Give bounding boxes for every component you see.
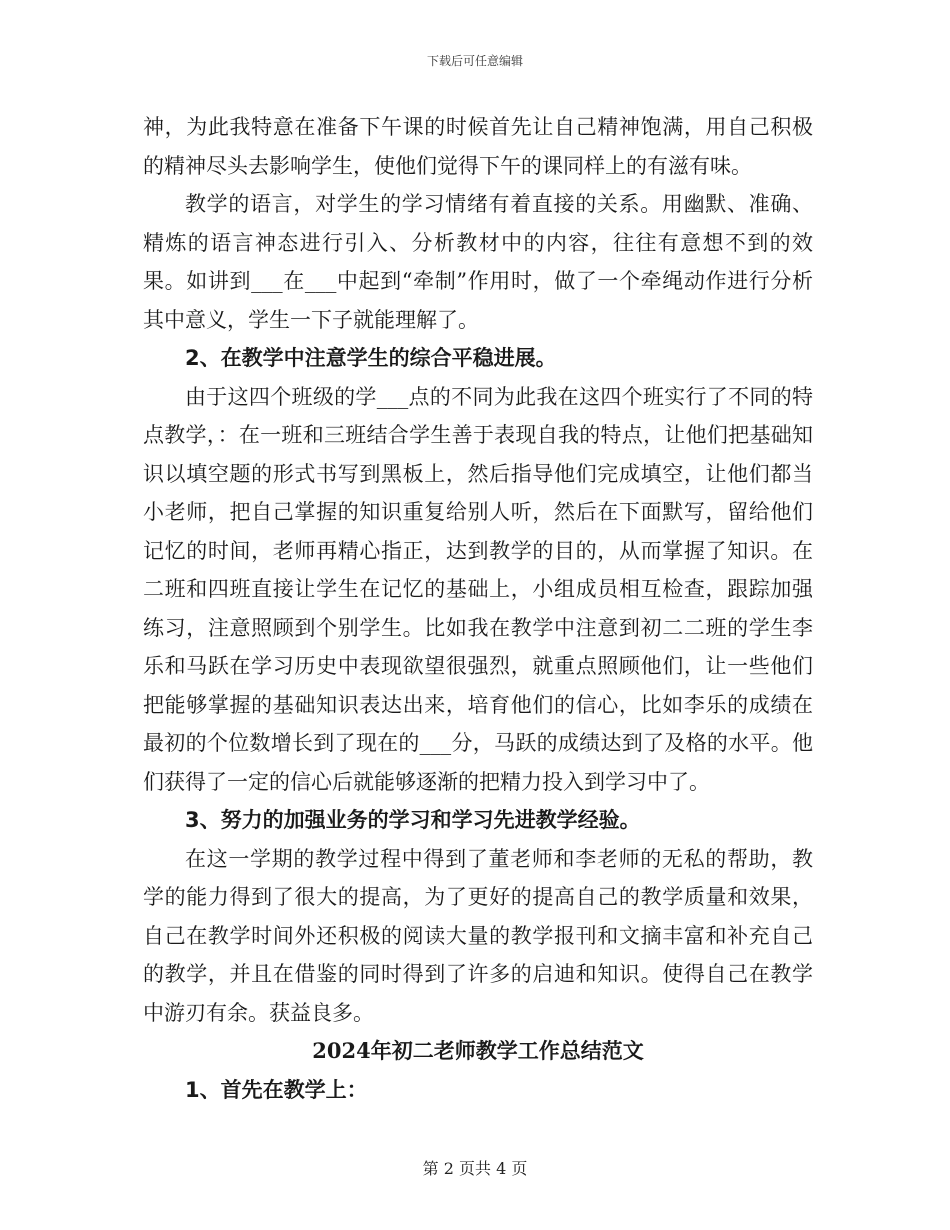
document-title: 2024年初二老师教学工作总结范文 [312,1038,644,1063]
page-header: 下载后可任意编辑 [426,54,523,68]
paragraph-class-differences: 由于这四个班级的学___点的不同为此我在这四个班实行了不同的特点教学，：在一班和三班结合学生善于表现自我的特点，让他们把基础知识以填空题的形式书写到黑板上，然后指导他们完成填空，让他们都当小老师，把自己掌握的知识重复给别人听，然后在下面默写，留给他们记忆的时间，老师再精心指正，达到教学的目的，从而掌握了知识。在二班和四班直接让学生在记忆的基础上，小组成员相互检查，跟踪加强练习，注意照顾到个别学生。比如我在教学中注意到初二二班的学生李乐和马跃在学习历史中表现欲望很强烈，就重点照顾他们，让一些他们把能够掌握的基础知识表达出来，培育他们的信心，比如李乐的成绩在最初的个位数增长到了现在的___分，马跃的成绩达到了及格的水平。他们获得了一定的信心后就能够逐渐的把精力投入到学习中了。 [143,384,813,794]
section-heading-2: 2、在教学中注意学生的综合平稳进展。 [185,346,557,370]
paragraph-learning-experience: 在这一学期的教学过程中得到了董老师和李老师的无私的帮助，教学的能力得到了很大的提高，为了更好的提高自己的教学质量和效果，自己在教学时间外还积极的阅读大量的教学报刊和文摘丰富和补充自己的教学，并且在借鉴的同时得到了许多的启迪和知识。使得自己在教学中游刃有余。获益良多。 [143,846,813,1025]
paragraph-teaching-language: 教学的语言，对学生的学习情绪有着直接的关系。用幽默、准确、精炼的语言神态进行引入、分析教材中的内容，往往有意想不到的效果。如讲到___在___中起到“牵制”作用时，做了一个牵绳动作进行分析其中意义，学生一下子就能理解了。 [143,192,813,332]
page-footer: 第 2 页共 4 页 [422,1159,528,1178]
section-heading-3: 3、努力的加强业务的学习和学习先进教学经验。 [185,808,641,832]
paragraph-continuation: 神，为此我特意在准备下午课的时候首先让自己精神饱满，用自己积极的精神尽头去影响学生，使他们觉得下午的课同样上的有滋有味。 [143,115,813,178]
section-heading-1: 1、首先在教学上： [185,1077,368,1102]
document-body [143,108,813,1109]
